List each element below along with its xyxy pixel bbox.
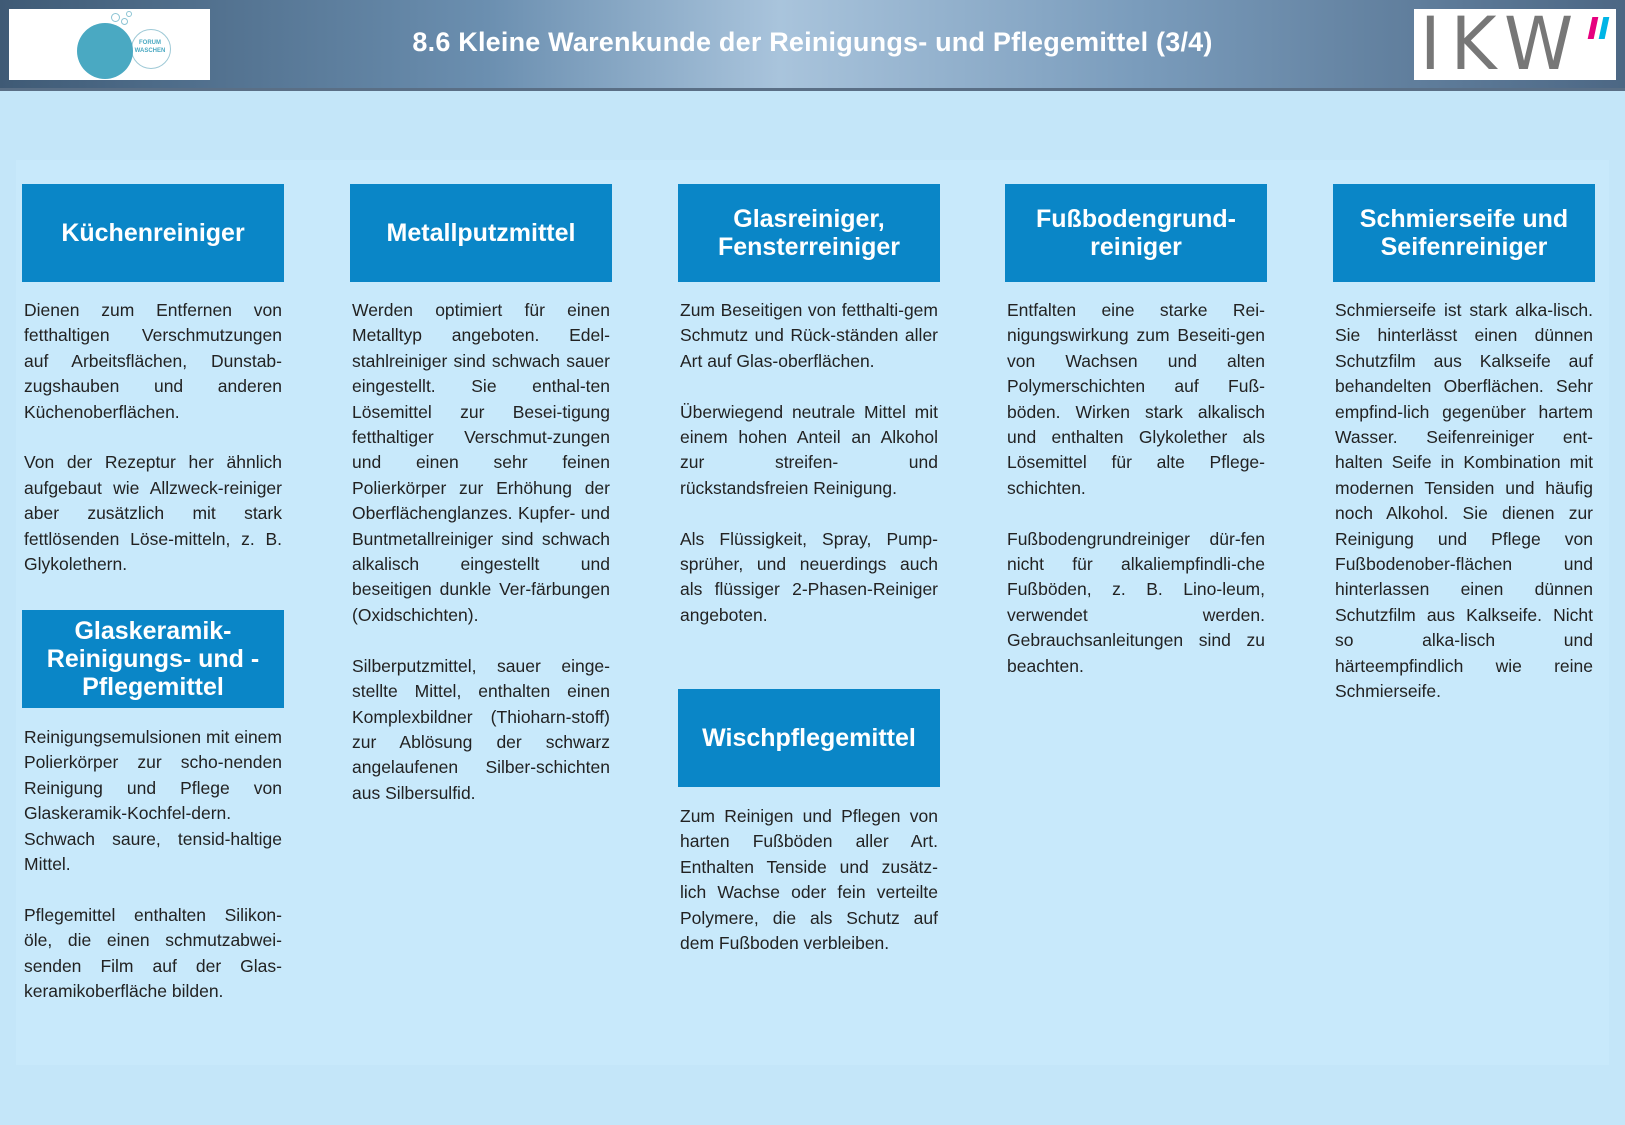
ikw-logo (1414, 0, 1616, 88)
text-glasreiniger: Zum Beseitigen von fetthalti-gem Schmutz und Rück-ständen aller Art auf Glas-oberflächen. Überwiegend neutrale Mittel mit einem hohen Anteil an Alkohol zur streifen- und rückstandsfreien Reinigung. Als Flüssigkeit, Spray, Pump-sprüher, und neuerdings auch als flüssiger 2-Phasen-Reiniger angeboten. (680, 300, 938, 625)
text-fussbodengrundreiniger: Entfalten eine starke Rei-nigungswirkung zum Beseiti-gen von Wachsen und alten Polymerschichten auf Fuß-böden. Wirken stark alkalisch und enthalten Glykolether als Lösemittel für alte Pflege-schichten. Fußbodengrundreiniger dür-fen nicht für alkaliempfindli-che Fußböden, z. B. Lino-leum, verwendet werden. Gebrauchsanleitungen sind zu beachten. (1007, 300, 1265, 676)
forum-waschen-logo (9, 9, 210, 80)
heading-schmierseife: Schmierseife und Seifenreiniger (1333, 184, 1595, 282)
text-schmierseife: Schmierseife ist stark alka-lisch. Sie hinterlässt einen dünnen Schutzfilm aus Kalkseife auf behandelten Oberflächen. Sehr empfind-lich gegenüber hartem Wasser. Seifenreiniger ent-halten Seife in Kombination mit modernen Tensiden und häufig noch Alkohol. Sie dienen zur Reinigung und Pflege von Fußbodenober-flächen und hinterlassen einen dünnen Schutzfilm aus Kalkseife. Nicht so alka-lisch und härteempfindlich wie reine Schmierseife. (1335, 300, 1593, 702)
text-metallputzmittel: Werden optimiert für einen Metalltyp angeboten. Edel-stahlreiniger sind schwach sauer eingestellt. Sie enthal-ten Lösemittel zur Besei-tigung fetthaltiger Verschmut-zungen und einen sehr feinen Polierkörper zur Erhöhung der Oberflächenglanzes. Kupfer- und Buntmetallreiniger sind schwach alkalisch eingestellt und beseitigen dunkle Ver-färbungen (Oxidschichten). Silberputzmittel, sauer einge-stellte Mittel, enthalten einen Komplexbildner (Thioharn-stoff) zur Ablösung der schwarz angelaufenen Silber-schichten aus Silbersulfid. (352, 300, 610, 803)
heading-wischpflegemittel: Wischpflegemittel (678, 689, 940, 787)
heading-glaskeramik: Glaskeramik-Reinigungs- und -Pflegemittel (22, 610, 284, 708)
text-glaskeramik: Reinigungsemulsionen mit einem Polierkörper zur scho-nenden Reinigung und Pflege von Glaskeramik-Kochfel-dern. Schwach saure, tensid-haltige Mittel. Pflegemittel enthalten Silikon-öle, die einen schmutzabwei-senden Film auf der Glas-keramikoberfläche bilden. (24, 727, 282, 1002)
text-kuechenreiniger: Dienen zum Entfernen von fetthaltigen Verschmutzungen auf Arbeitsflächen, Dunstab-zugshauben und anderen Küchenoberflächen. Von der Rezeptur her ähnlich aufgebaut wie Allzweck-reiniger aber zusätzlich mit stark fettlösenden Löse-mitteln, z. B. Glykolethern. (24, 300, 282, 575)
page-title: 8.6 Kleine Warenkunde der Reinigungs- und Pflegemittel (3/4) (412, 27, 1213, 57)
text-wischpflegemittel: Zum Reinigen und Pflegen von harten Fußböden aller Art. Enthalten Tenside und zusätz-lich Wachse oder fein verteilte Polymere, die als Schutz auf dem Fußboden verbleiben. (680, 806, 938, 954)
heading-fussbodengrundreiniger: Fußbodengrund-reiniger (1005, 184, 1267, 282)
heading-kuechenreiniger: Küchenreiniger (22, 184, 284, 282)
logo-right-text: IKW (1420, 0, 1584, 88)
heading-glasreiniger: Glasreiniger, Fensterreiniger (678, 184, 940, 282)
heading-metallputzmittel: Metallputzmittel (350, 184, 612, 282)
header-banner (0, 0, 1625, 91)
logo-left-text: FORUM WASCHEN (134, 40, 166, 54)
